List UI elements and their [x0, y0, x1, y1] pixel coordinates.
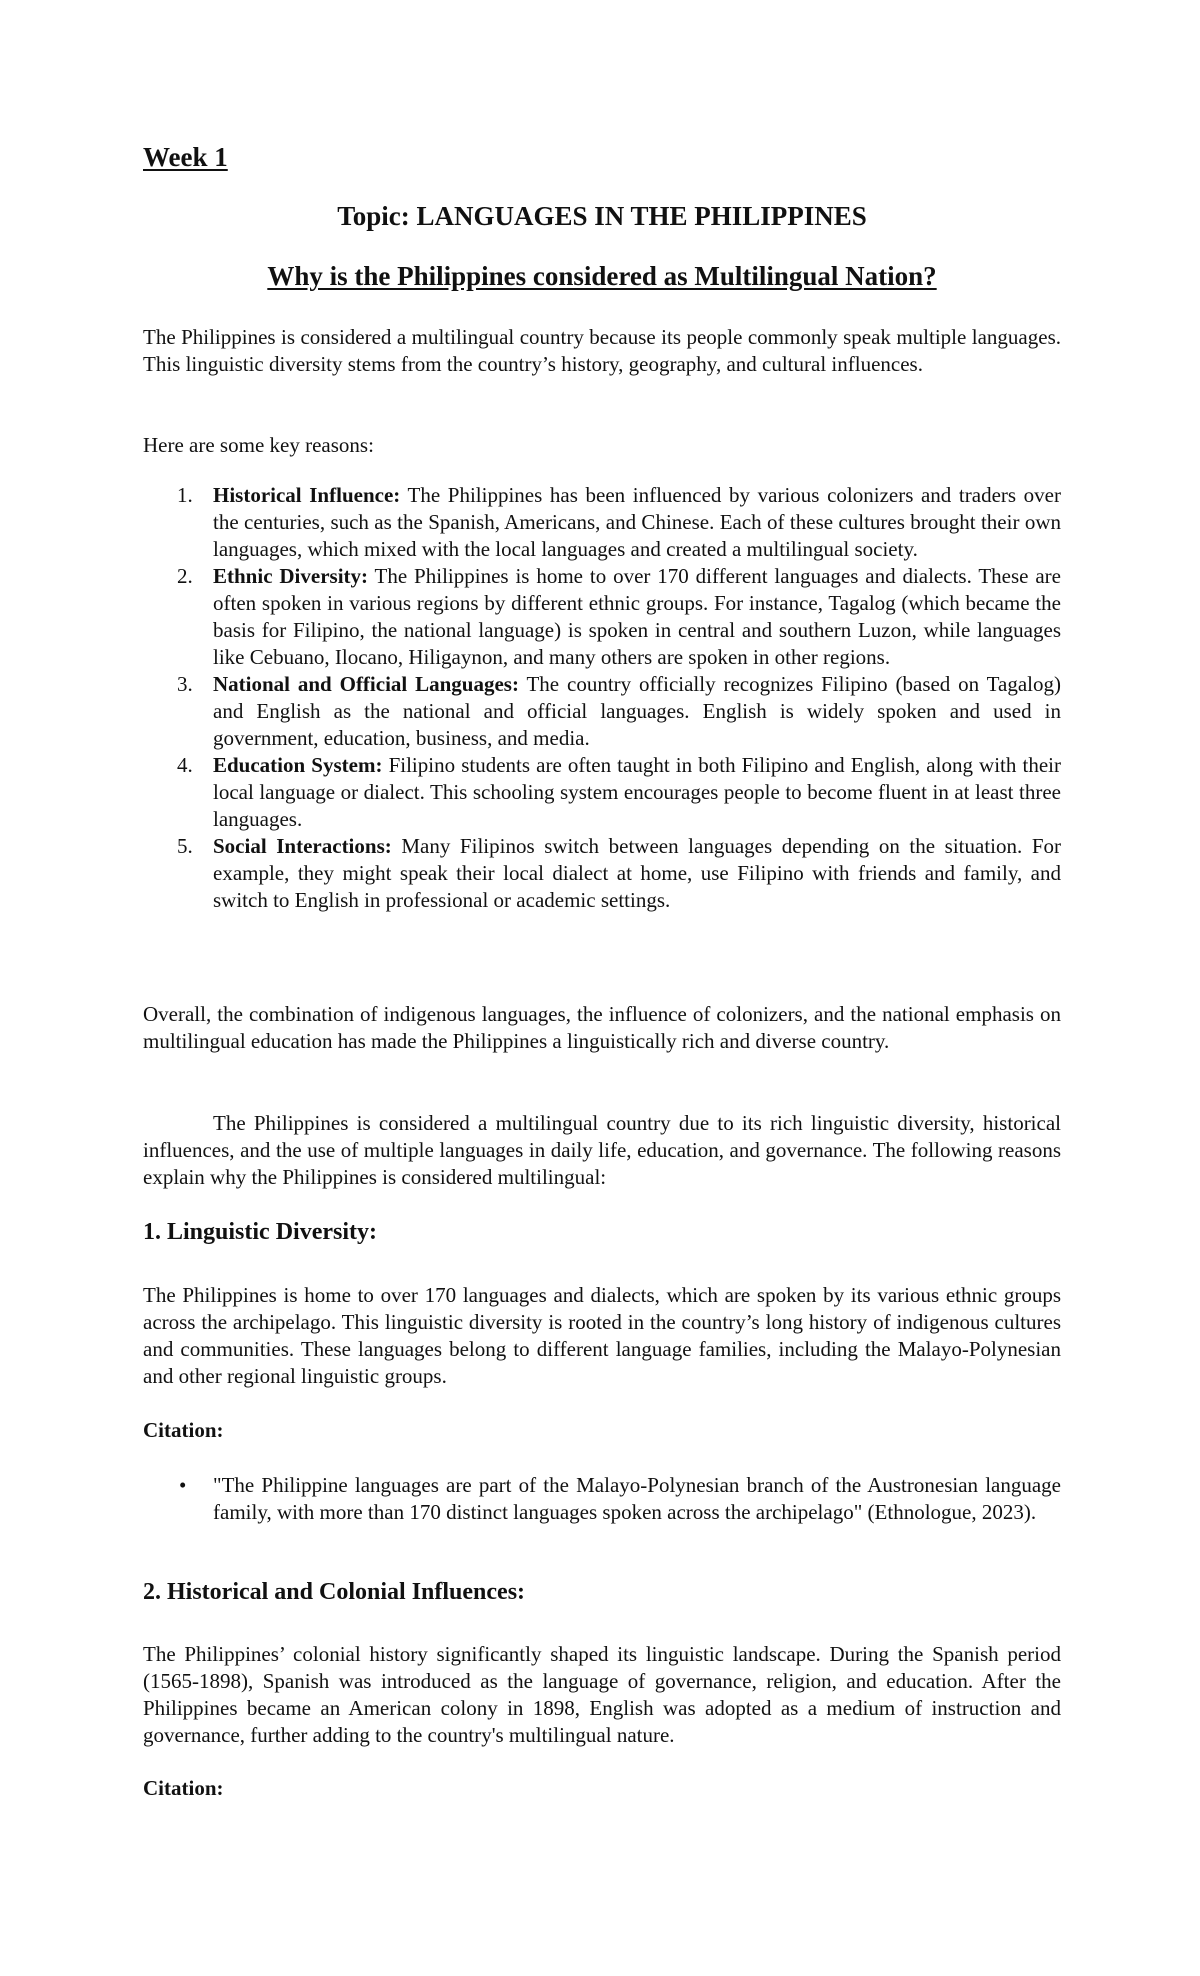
list-number: 3. [177, 672, 193, 696]
reason-term: Education System: [213, 753, 383, 777]
reason-text: Many Filipinos switch between languages depending on the situation. For example, they might speak their local dialect at home, use Filipino with friends and family, and switch to English in professional or academic settings. [213, 834, 1061, 912]
section-text-linguistic-diversity: The Philippines is home to over 170 languages and dialects, which are spoken by its various ethnic groups across the archipelago. This linguistic diversity is rooted in the country’s long history of indigenous cultures and communities. These languages belong to different language families, including the Malayo-Polynesian and other regional linguistic groups. [143, 1283, 1061, 1388]
reason-term: Historical Influence: [213, 483, 401, 507]
citation-bullet-item [143, 1472, 1061, 1526]
bullet-icon: • [179, 1473, 187, 1497]
overall-paragraph: Overall, the combination of indigenous languages, the influence of colonizers, and the national emphasis on multilingual education has made the Philippines a linguistically rich and diverse country. [143, 1002, 1061, 1053]
topic-title: Topic: LANGUAGES IN THE PHILIPPINES [337, 201, 867, 231]
reason-text: The Philippines is home to over 170 different languages and dialects. These are often spoken in various regions by different ethnic groups. For instance, Tagalog (which became the basis for Filipino, the national language) is spoken in central and southern Luzon, while languages like Cebuano, Ilocano, Hiligaynon, and many others are spoken in other regions. [213, 564, 1061, 669]
citation-label: Citation: [143, 1418, 224, 1442]
section-text-historical-colonial: The Philippines’ colonial history significantly shaped its linguistic landscape. During the Spanish period (1565-1898), Spanish was introduced as the language of governance, religion, and education. After the Philippines became an American colony in 1898, English was adopted as a medium of instruction and governance, further adding to the country's multilingual nature. [143, 1642, 1061, 1747]
list-item [143, 833, 1061, 914]
section-heading-linguistic-diversity: 1. Linguistic Diversity: [143, 1219, 377, 1245]
list-number: 5. [177, 834, 193, 858]
reason-text: The Philippines has been influenced by various colonizers and traders over the centuries, such as the Spanish, Americans, and Chinese. Each of these cultures brought their own languages, which mixed with the local languages and created a multilingual society. [213, 483, 1061, 561]
second-intro-paragraph: The Philippines is considered a multilingual country due to its rich linguistic diversity, historical influences, and the use of multiple languages in daily life, education, and governance. The following reasons explain why the Philippines is considered multilingual: [143, 1111, 1061, 1189]
list-number: 1. [177, 483, 193, 507]
week-label: Week 1 [143, 142, 228, 172]
reasons-list [143, 482, 1061, 914]
reason-term: National and Official Languages: [213, 672, 519, 696]
reasons-lead: Here are some key reasons: [143, 433, 374, 457]
section-heading-historical-colonial: 2. Historical and Colonial Influences: [143, 1579, 526, 1605]
reason-term: Ethnic Diversity: [213, 564, 369, 588]
list-item [143, 482, 1061, 563]
reason-term: Social Interactions: [213, 834, 392, 858]
list-item [143, 563, 1061, 671]
list-number: 4. [177, 753, 193, 777]
question-heading: Why is the Philippines considered as Multilingual Nation? [267, 261, 937, 291]
list-item [143, 752, 1061, 833]
citation-label: Citation: [143, 1776, 224, 1800]
citation-text: "The Philippine languages are part of the Malayo-Polynesian branch of the Austronesian language family, with more than 170 distinct languages spoken across the archipelago" (Ethnologue, 2023). [213, 1473, 1061, 1524]
list-item [143, 671, 1061, 752]
reason-text: Filipino students are often taught in both Filipino and English, along with their local language or dialect. This schooling system encourages people to become fluent in at least three languages. [213, 753, 1061, 831]
list-number: 2. [177, 564, 193, 588]
reason-text: The country officially recognizes Filipino (based on Tagalog) and English as the national and official languages. English is widely spoken and used in government, education, business, and media. [213, 672, 1062, 750]
intro-paragraph: The Philippines is considered a multilingual country because its people commonly speak multiple languages. This linguistic diversity stems from the country’s history, geography, and cultural influences. [143, 325, 1061, 376]
